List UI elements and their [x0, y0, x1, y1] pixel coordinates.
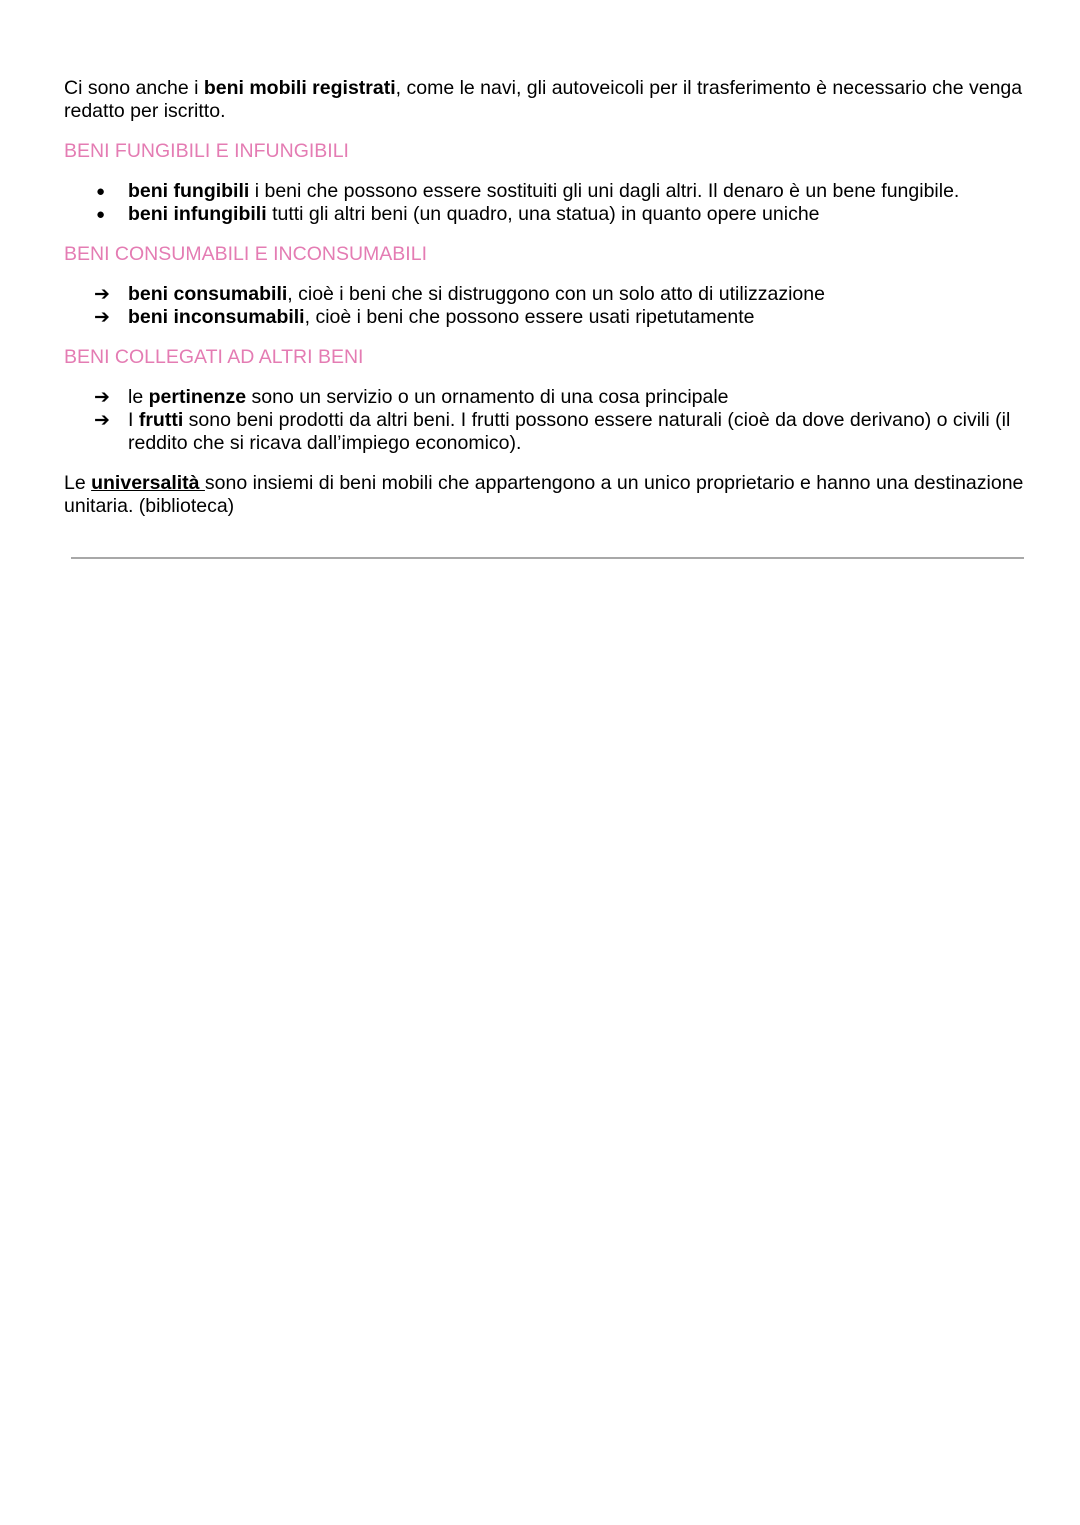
list-item-term: frutti [138, 409, 184, 431]
arrow-right-icon: ➔ [94, 306, 110, 328]
horizontal-divider [71, 557, 1024, 559]
arrow-right-icon: ➔ [94, 386, 110, 408]
intro-text-2: , come le navi, gli autoveicoli per il trasferimento è necessario che venga redatto per iscritto. [64, 77, 1023, 122]
list-consumabili [64, 283, 1024, 329]
list-item-text: , cioè i beni che possono essere usati ripetutamente [304, 306, 755, 328]
list-item-text: i beni che possono essere sostituiti gli uni dagli altri. Il denaro è un bene fungibile. [249, 180, 960, 202]
section-heading-consumabili: BENI CONSUMABILI E INCONSUMABILI [64, 243, 427, 265]
document-body [64, 77, 1024, 518]
list-collegati [64, 386, 1024, 455]
outro-underlined-term: universalità [91, 472, 205, 494]
section-heading-collegati: BENI COLLEGATI AD ALTRI BENI [64, 346, 364, 368]
outro-text-2: sono insiemi di beni mobili che appartengono a un unico proprietario e hanno una destinazione unitaria. (biblioteca) [64, 472, 1024, 517]
list-item [64, 203, 1024, 226]
outro-paragraph [64, 472, 1024, 518]
list-item-term: beni inconsumabili [128, 306, 305, 328]
list-item-term: beni consumabili [128, 283, 288, 305]
list-item-prefix: le [128, 386, 149, 408]
list-item [64, 180, 1024, 203]
list-item-term: beni fungibili [128, 180, 250, 202]
list-item [64, 306, 1024, 329]
intro-text-1: Ci sono anche i [64, 77, 204, 99]
bullet-icon: ● [96, 206, 106, 223]
arrow-right-icon: ➔ [94, 409, 110, 431]
section-heading-fungibili: BENI FUNGIBILI E INFUNGIBILI [64, 140, 349, 162]
list-fungibili [64, 180, 1024, 226]
intro-paragraph [64, 77, 1024, 123]
list-item [64, 386, 1024, 409]
bullet-icon: ● [96, 183, 106, 200]
intro-bold-term: beni mobili registrati [203, 77, 396, 99]
list-item-text: sono un servizio o un ornamento di una cosa principale [246, 386, 729, 408]
list-item-term: beni infungibili [128, 203, 267, 225]
list-item-text: tutti gli altri beni (un quadro, una statua) in quanto opere uniche [266, 203, 820, 225]
list-item-prefix: I [128, 409, 139, 431]
list-item [64, 409, 1024, 455]
arrow-right-icon: ➔ [94, 283, 110, 305]
list-item-text: , cioè i beni che si distruggono con un solo atto di utilizzazione [287, 283, 825, 305]
list-item [64, 283, 1024, 306]
outro-text-1: Le [64, 472, 92, 494]
list-item-term: pertinenze [148, 386, 247, 408]
list-item-text: sono beni prodotti da altri beni. I frutti possono essere naturali (cioè da dove derivano) o civili (il reddito che si ricava dall’impiego economico). [128, 409, 1011, 454]
